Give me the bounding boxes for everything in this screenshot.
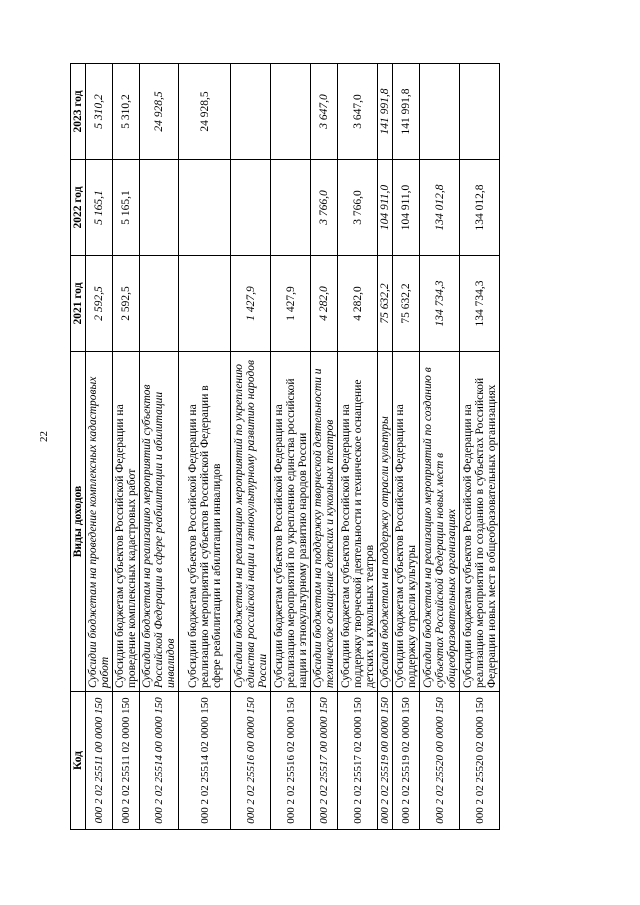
- row-name: Субсидии бюджетам на реализацию мероприятий субъектов Российской Федерации в сфере реабилитации и абилитации инвалидов: [140, 352, 179, 692]
- row-value-2023: 141 991,8: [378, 64, 393, 160]
- row-name: Субсидии бюджетам субъектов Российской Федерации на реализацию мероприятий по укреплению единства российской нации и этнокультурному развитию народов России: [271, 352, 311, 692]
- row-value-2023: 3 647,0: [338, 64, 378, 160]
- row-code: 000 2 02 25511 00 0000 150: [86, 692, 113, 830]
- table-row: [378, 64, 393, 830]
- header-2022: 2022 год: [71, 160, 86, 256]
- row-value-2023: [460, 64, 500, 160]
- table-row: [420, 64, 460, 830]
- row-value-2022: 3 766,0: [311, 160, 338, 256]
- header-2021: 2021 год: [71, 256, 86, 352]
- table-row: [311, 64, 338, 830]
- page-number: 22: [38, 431, 50, 442]
- row-code: 000 2 02 25517 02 0000 150: [338, 692, 378, 830]
- row-name: Субсидии бюджетам на реализацию мероприятий по укреплению единства российской нации и этнокультурному развитию народов России: [231, 352, 271, 692]
- row-value-2023: 5 310,2: [113, 64, 140, 160]
- row-value-2021: 2 592,5: [86, 256, 113, 352]
- row-value-2021: 75 632,2: [393, 256, 420, 352]
- income-table: [70, 63, 500, 830]
- row-value-2022: 134 012,8: [420, 160, 460, 256]
- row-value-2023: [420, 64, 460, 160]
- row-code: 000 2 02 25514 02 0000 150: [179, 692, 231, 830]
- row-value-2022: 134 012,8: [460, 160, 500, 256]
- row-code: 000 2 02 25516 02 0000 150: [271, 692, 311, 830]
- row-name: Субсидии бюджетам на реализацию мероприятий по созданию в субъектах Российской Федерации новых мест в общеобразовательных организациях: [420, 352, 460, 692]
- row-value-2021: [140, 256, 179, 352]
- row-value-2022: 5 165,1: [113, 160, 140, 256]
- row-value-2021: [179, 256, 231, 352]
- table-row: [271, 64, 311, 830]
- row-value-2023: 24 928,5: [179, 64, 231, 160]
- row-value-2022: [179, 160, 231, 256]
- row-value-2023: [271, 64, 311, 160]
- row-name: Субсидии бюджетам субъектов Российской Федерации на реализацию мероприятий по созданию в субъектах Российской Федерации новых мест в общеобразовательных организациях: [460, 352, 500, 692]
- table-row: [179, 64, 231, 830]
- table-row: [393, 64, 420, 830]
- row-code: 000 2 02 25519 00 0000 150: [378, 692, 393, 830]
- row-value-2022: 3 766,0: [338, 160, 378, 256]
- header-name: Виды доходов: [71, 352, 86, 692]
- row-value-2021: 75 632,2: [378, 256, 393, 352]
- row-code: 000 2 02 25516 00 0000 150: [231, 692, 271, 830]
- row-code: 000 2 02 25511 02 0000 150: [113, 692, 140, 830]
- row-value-2022: 104 911,0: [378, 160, 393, 256]
- row-value-2022: [271, 160, 311, 256]
- row-value-2022: 5 165,1: [86, 160, 113, 256]
- table-row: [86, 64, 113, 830]
- table-row: [460, 64, 500, 830]
- row-name: Субсидии бюджетам субъектов Российской Федерации на реализацию мероприятий субъектов Российской Федерации в сфере реабилитации и абилитации инвалидов: [179, 352, 231, 692]
- row-value-2022: [231, 160, 271, 256]
- row-name: Субсидии бюджетам субъектов Российской Федерации на поддержку отрасли культуры: [393, 352, 420, 692]
- row-name: Субсидия бюджетам на поддержку отрасли культуры: [378, 352, 393, 692]
- row-code: 000 2 02 25520 00 0000 150: [420, 692, 460, 830]
- row-value-2023: 5 310,2: [86, 64, 113, 160]
- row-name: Субсидии бюджетам на проведение комплексных кадастровых работ: [86, 352, 113, 692]
- row-value-2022: [140, 160, 179, 256]
- row-value-2021: 134 734,3: [420, 256, 460, 352]
- row-name: Субсидии бюджетам субъектов Российской Федерации на проведение комплексных кадастровых работ: [113, 352, 140, 692]
- row-value-2021: 1 427,9: [271, 256, 311, 352]
- row-value-2021: 4 282,0: [311, 256, 338, 352]
- row-code: 000 2 02 25514 00 0000 150: [140, 692, 179, 830]
- table-row: [113, 64, 140, 830]
- row-name: Субсидии бюджетам на поддержку творческой деятельности и техническое оснащение детских и кукольных театров: [311, 352, 338, 692]
- row-code: 000 2 02 25519 02 0000 150: [393, 692, 420, 830]
- row-code: 000 2 02 25520 02 0000 150: [460, 692, 500, 830]
- table-row: [338, 64, 378, 830]
- row-value-2022: 104 911,0: [393, 160, 420, 256]
- table-row: [140, 64, 179, 830]
- table-row: [231, 64, 271, 830]
- rotated-table-container: [70, 64, 623, 830]
- header-code: Код: [71, 692, 86, 830]
- row-value-2021: 134 734,3: [460, 256, 500, 352]
- row-value-2023: 3 647,0: [311, 64, 338, 160]
- header-2023: 2023 год: [71, 64, 86, 160]
- row-value-2023: [231, 64, 271, 160]
- row-code: 000 2 02 25517 00 0000 150: [311, 692, 338, 830]
- row-value-2023: 141 991,8: [393, 64, 420, 160]
- row-value-2021: 2 592,5: [113, 256, 140, 352]
- row-value-2021: 4 282,0: [338, 256, 378, 352]
- table-header-row: [71, 64, 86, 830]
- row-value-2023: 24 928,5: [140, 64, 179, 160]
- row-name: Субсидии бюджетам субъектов Российской Федерации на поддержку творческой деятельности и техническое оснащение детских и кукольных театров: [338, 352, 378, 692]
- row-value-2021: 1 427,9: [231, 256, 271, 352]
